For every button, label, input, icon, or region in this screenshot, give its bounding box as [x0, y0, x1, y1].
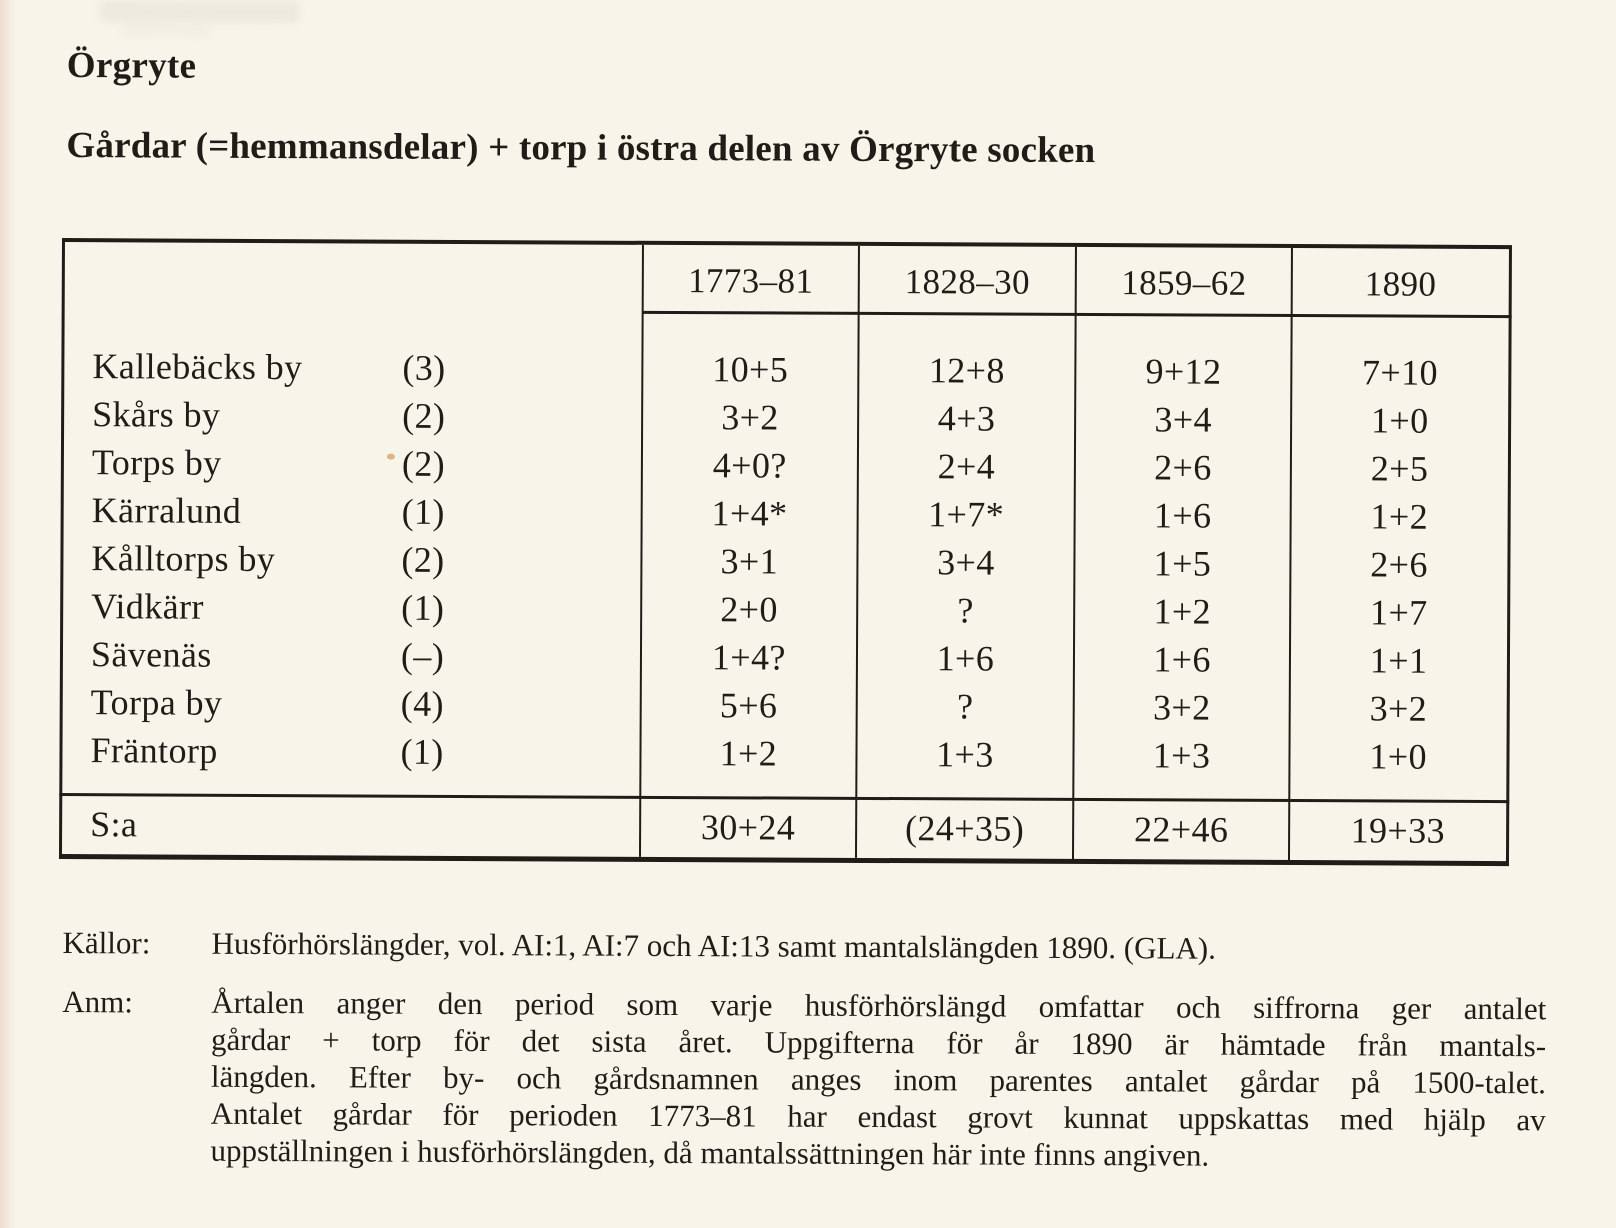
- farm-count-1500s: (1): [400, 731, 444, 772]
- place-name-cell: [64, 342, 642, 393]
- sources-text: Husförhörslängder, vol. AI:1, AI:7 och AI:13 samt mantalslängden 1890. (GLA).: [211, 925, 1217, 966]
- value-cell: 1+1: [1369, 640, 1428, 681]
- value-cell: 2+4: [937, 446, 996, 487]
- table-body: [62, 342, 1508, 781]
- table-header-row: [642, 245, 1509, 315]
- farm-count-1500s: (1): [401, 491, 445, 532]
- value-cell: 3+2: [1369, 688, 1428, 729]
- column-header-period-4: 1890: [1364, 264, 1437, 304]
- value-cell: ?: [957, 590, 974, 631]
- value-cell: 3+4: [937, 542, 995, 583]
- place-name: Torpa by: [90, 682, 223, 723]
- farm-count-1500s: (1): [401, 587, 445, 628]
- table-row: [63, 678, 1507, 733]
- summary-label: S:a: [90, 804, 138, 845]
- place-name: Kallebäcks by: [92, 346, 303, 388]
- place-name: Skårs by: [92, 394, 221, 435]
- farm-count-1500s: (2): [402, 395, 446, 436]
- value-cell: 12+8: [928, 350, 1005, 391]
- value-cell: 5+6: [719, 685, 778, 726]
- table-row: [63, 582, 1507, 637]
- value-cell: 2+0: [720, 589, 778, 630]
- value-cell: 1+4?: [711, 637, 786, 678]
- value-cell: 1+2: [1153, 591, 1212, 632]
- farms-table: [59, 238, 1512, 866]
- place-name: Kålltorps by: [91, 538, 276, 580]
- value-cell: 1+7: [1370, 592, 1428, 633]
- table-row: [63, 630, 1507, 685]
- table-row: [64, 342, 1508, 397]
- table-row: [64, 438, 1508, 493]
- value-cell: 1+4*: [711, 493, 788, 534]
- summary-value-cell: 22+46: [1133, 809, 1229, 850]
- summary-value-cell: 30+24: [700, 807, 796, 848]
- value-cell: 4+0?: [712, 445, 787, 486]
- value-cell: 3+2: [721, 397, 779, 438]
- value-cell: 7+10: [1361, 352, 1439, 393]
- value-cell: ?: [956, 686, 974, 727]
- column-header-period-1: 1773–81: [687, 261, 814, 301]
- place-name-cell: [64, 390, 642, 441]
- remark-line: Antalet gårdar för perioden 1773–81 har endast grovt kunnat uppskattas med hjälp av: [210, 1095, 1546, 1138]
- value-cell: 1+2: [1370, 496, 1429, 537]
- place-name-cell: [62, 726, 640, 777]
- table-row: [64, 390, 1508, 445]
- place-name-cell: [63, 678, 641, 729]
- place-name: Kärralund: [91, 490, 242, 531]
- page-title: Örgryte: [66, 45, 197, 87]
- value-cell: 2+6: [1370, 544, 1428, 585]
- value-cell: 3+1: [720, 541, 779, 582]
- table-row: [64, 486, 1508, 541]
- table-row: [63, 534, 1507, 589]
- remark-line: längden. Efter by- och gårdsnamnen anges inom parentes antalet gårdar på 1500-talet.: [210, 1058, 1546, 1101]
- value-cell: 1+0: [1369, 736, 1428, 777]
- farm-count-1500s: (4): [400, 683, 445, 724]
- place-name: Sävenäs: [90, 634, 212, 675]
- value-cell: 1+6: [936, 638, 995, 679]
- summary-value-cell: (24+35): [904, 808, 1025, 849]
- value-cell: 9+12: [1145, 351, 1222, 392]
- place-name: Fräntorp: [90, 730, 218, 771]
- remark-line: uppställningen i husförhörslängden, då mantalssättningen här inte finns angiven.: [210, 1132, 1210, 1173]
- value-cell: 2+5: [1370, 448, 1429, 489]
- value-cell: 4+3: [937, 398, 996, 439]
- farm-count-1500s: (2): [401, 443, 446, 484]
- value-cell: 1+0: [1370, 400, 1429, 441]
- remark-text: [210, 984, 1546, 1176]
- place-name-cell: [64, 486, 642, 537]
- sources-label: Källor:: [62, 925, 151, 961]
- farm-count-1500s: (–): [400, 635, 445, 676]
- farm-count-1500s: (3): [402, 347, 446, 388]
- place-name-cell: [63, 582, 641, 633]
- print-bleed-artifact: [121, 24, 211, 36]
- place-name-cell: [64, 438, 642, 489]
- value-cell: 1+3: [936, 734, 994, 775]
- sources-note: [62, 924, 1546, 968]
- remark-note: [61, 983, 1546, 1175]
- value-cell: 1+6: [1153, 495, 1212, 536]
- farm-count-1500s: (2): [401, 539, 445, 580]
- summary-label-cell: [62, 799, 640, 852]
- column-header-period-2: 1828–30: [904, 262, 1031, 302]
- value-cell: 1+3: [1152, 735, 1211, 776]
- value-cell: 1+2: [719, 733, 778, 774]
- place-name-cell: [63, 534, 641, 585]
- value-cell: 3+2: [1152, 687, 1211, 728]
- table-row: [62, 726, 1506, 781]
- value-cell: 3+4: [1154, 399, 1213, 440]
- summary-value-cell: 19+33: [1350, 810, 1446, 851]
- table-caption: Gårdar (=hemmansdelar) + torp i östra delen av Örgryte socken: [66, 125, 1096, 172]
- value-cell: 1+6: [1153, 639, 1211, 680]
- value-cell: 10+5: [712, 349, 789, 390]
- place-name-cell: [63, 630, 641, 681]
- remark-label: Anm:: [62, 984, 133, 1020]
- print-bleed-artifact: [99, 0, 299, 23]
- place-name: Vidkärr: [91, 586, 204, 627]
- value-cell: 1+5: [1153, 543, 1212, 584]
- remark-line: Årtalen anger den period som varje husförhörslängd omfattar och siffrorna ger antalet: [211, 984, 1547, 1027]
- place-name: Torps by: [91, 442, 222, 483]
- value-cell: 2+6: [1154, 447, 1212, 488]
- column-header-period-3: 1859–62: [1121, 263, 1247, 303]
- remark-line: gårdar + torp för det sista året. Uppgifterna för år 1890 är hämtade från mantals-: [211, 1021, 1547, 1064]
- value-cell: 1+7*: [928, 494, 1005, 535]
- summary-row: [62, 799, 1506, 856]
